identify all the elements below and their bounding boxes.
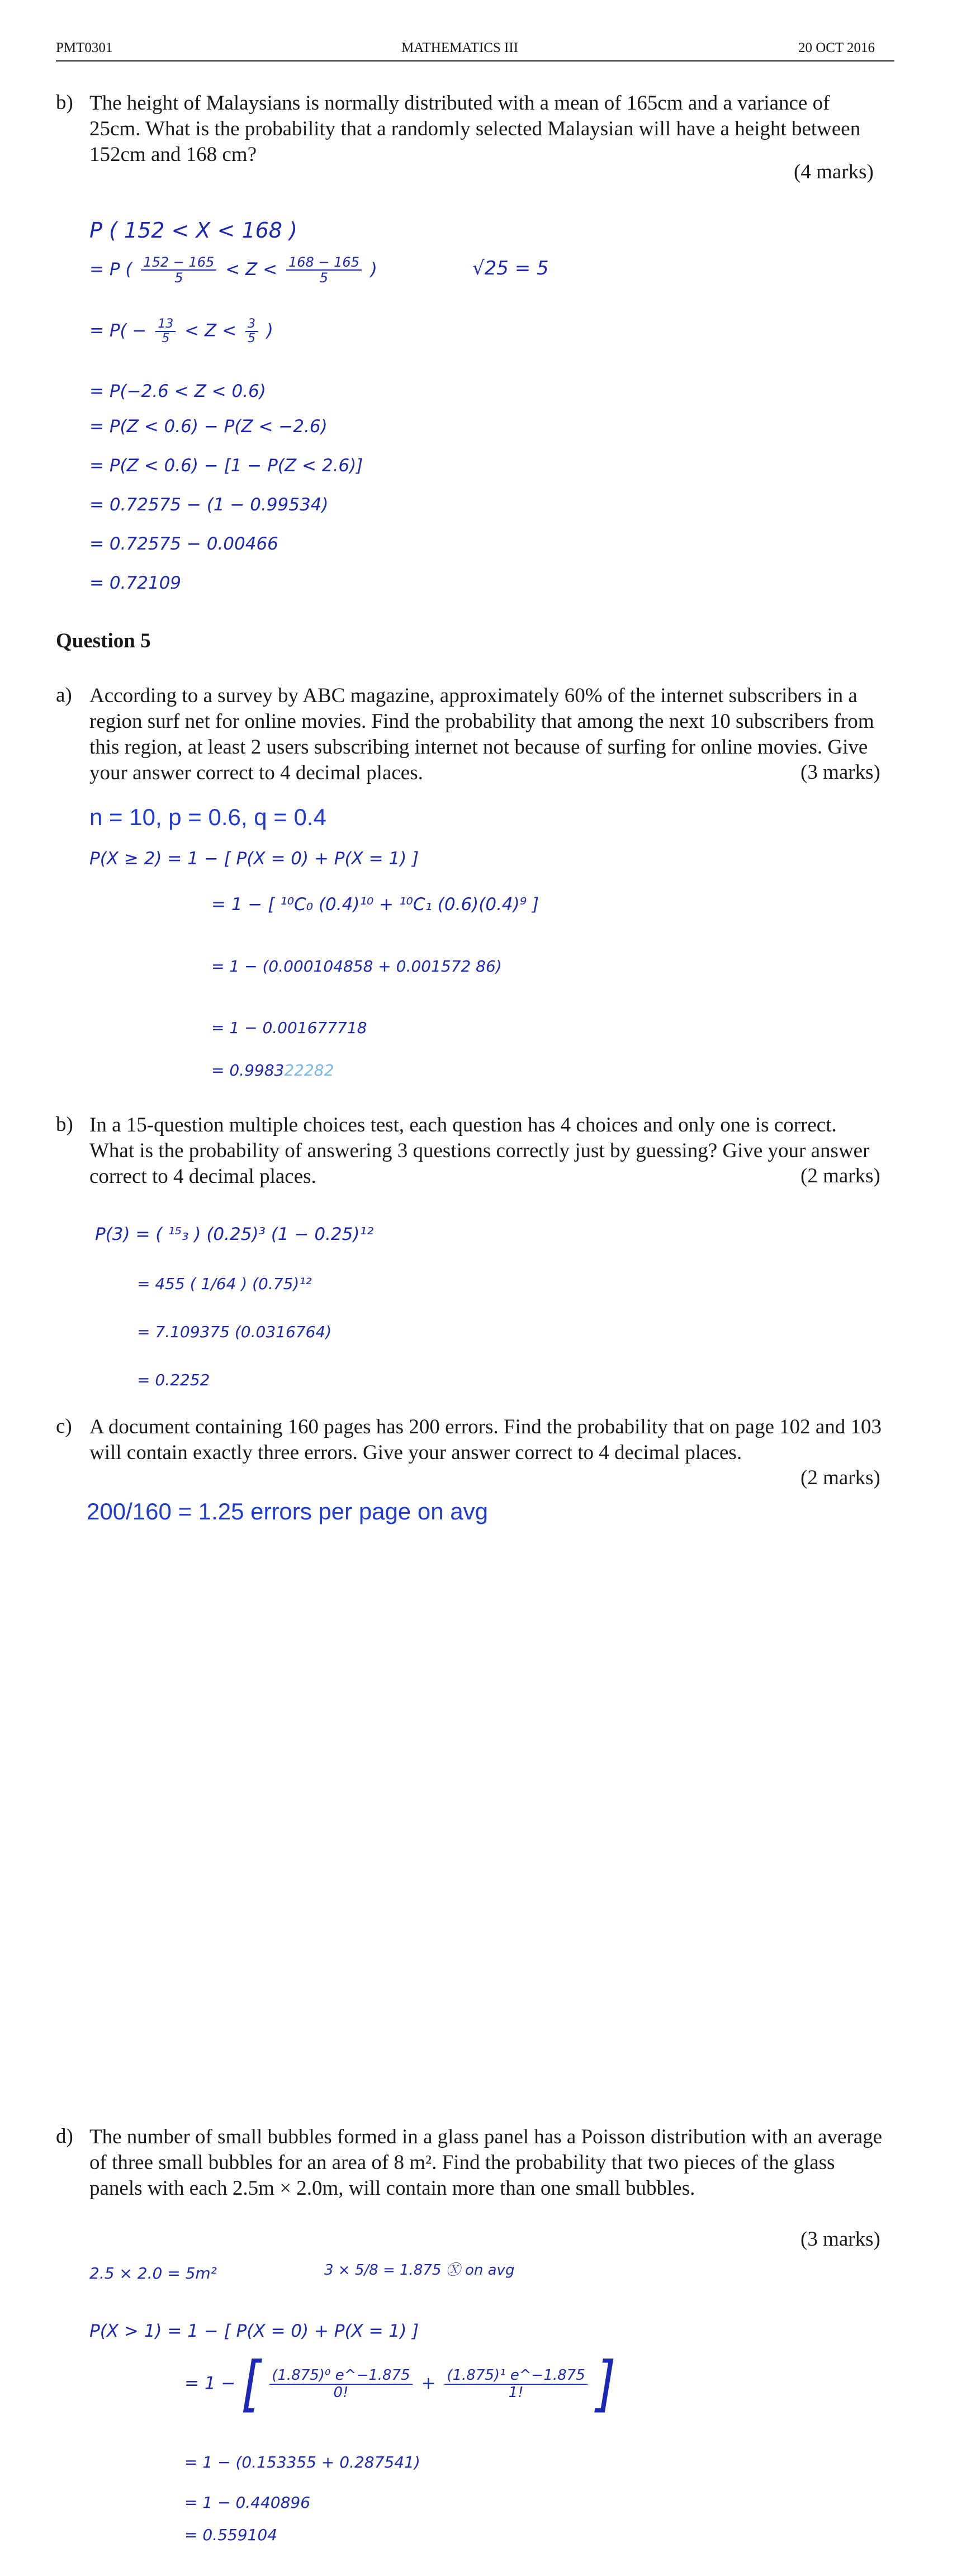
q5b-line-3: = 7.109375 (0.0316764) [137, 1323, 332, 1341]
q5b-question-text: In a 15-question multiple choices test, each question has 4 choices and only one is correct. What is the probability of answering 3 questions correctly just by guessing? Give your answer correct to 4 decimal places. [89, 1114, 870, 1188]
q5b-line-2: = 455 ( 1/64 ) (0.75)¹² [137, 1275, 312, 1293]
q5b-line-1: P(3) = ( ¹⁵₃ ) (0.25)³ (1 − 0.25)¹² [95, 1224, 374, 1244]
q5c-label: c) [56, 1415, 72, 1438]
q5a-line-3: = 1 − (0.000104858 + 0.001572 86) [211, 957, 502, 976]
q4b-line-1: P ( 152 < X < 168 ) [89, 218, 297, 243]
q4b-fraction-line-1: = P ( $\frac{152 - 165}{5}$ < Z < $\frac{168 - 165}{5}$ ) [89, 254, 377, 286]
q5b-marks: (2 marks) [800, 1164, 880, 1187]
q5a-label: a) [56, 684, 72, 707]
q5d-line-1: P(X > 1) = 1 − [ P(X = 0) + P(X = 1) ] [89, 2321, 419, 2341]
q5d-line-3: = 1 − (0.153355 + 0.287541) [184, 2453, 420, 2471]
exam-date: 20 OCT 2016 [798, 40, 875, 55]
q4b-label: b) [56, 91, 73, 114]
q4b-line-complement: = P(Z < 0.6) − [1 − P(Z < 2.6)] [89, 456, 363, 476]
q5c-marks: (2 marks) [800, 1466, 880, 1489]
q5a-line-1: P(X ≥ 2) = 1 − [ P(X = 0) + P(X = 1) ] [89, 849, 419, 869]
q4b-line-z-diff: = P(Z < 0.6) − P(Z < −2.6) [89, 416, 328, 437]
q5d-average: 3 × 5/8 = 1.875 Ⓧ on avg [324, 2262, 515, 2279]
q5d-question-text: The number of small bubbles formed in a glass panel has a Poisson distribution with an average of three small bubbles for an area of 8 m². Find the probability that two pieces of the glass panels with each 2.5m × 2.0m, will contain more than one small bubbles. [89, 2125, 883, 2200]
q5d-label: d) [56, 2125, 73, 2148]
q4b-answer: = 0.72109 [89, 573, 182, 593]
q5a-line-4: = 1 − 0.001677718 [211, 1019, 367, 1037]
q4b-question-text: The height of Malaysians is normally distributed with a mean of 165cm and a variance of 25cm. What is the probability that a randomly selected Malaysian will have a height between 152cm and 168 cm? [89, 92, 861, 166]
q5d-marks: (3 marks) [800, 2228, 880, 2251]
q5a-answer: = 0.998322282 [211, 1061, 334, 1079]
q5a-question-text: According to a survey by ABC magazine, approximately 60% of the internet subscribers in a region surf net for online movies. Find the probability that among the next 10 subscribers from this region, at least 2 users subscribing internet not because of surfing for online movies. Give your answer correct to 4 decimal places. [89, 684, 874, 784]
q4b-marks: (4 marks) [794, 160, 874, 183]
course-code: PMT0301 [56, 40, 113, 55]
header-rule [56, 60, 894, 61]
q4b-fraction-line-2: = P( − $\frac{13}{5}$ < Z < $\frac{3}{5}$ ) [89, 317, 273, 346]
q5b-label: b) [56, 1113, 73, 1136]
q5d-area: 2.5 × 2.0 = 5m² [89, 2264, 217, 2283]
q5a-line-2: = 1 − [ ¹⁰C₀ (0.4)¹⁰ + ¹⁰C₁ (0.6)(0.4)⁹ ] [211, 894, 539, 915]
q4b-line-z-range: = P(−2.6 < Z < 0.6) [89, 381, 266, 401]
question-5-heading: Question 5 [56, 629, 151, 652]
q4b-line-subtract: = 0.72575 − 0.00466 [89, 534, 278, 554]
subject-title: MATHEMATICS III [401, 40, 519, 55]
q5b-answer: = 0.2252 [137, 1371, 210, 1389]
q5a-parameters: n = 10, p = 0.6, q = 0.4 [89, 804, 326, 830]
q5d-poisson-expression: = 1 − [ $\frac{\text{(1.875)⁰ e\textasciicircum{}−1.875}}{0!}$ + $\frac{\text{(1.875)¹ e\textasciicircum{}−1.875}}{1!}$ ] [184, 2348, 616, 2419]
q5c-typed-answer: 200/160 = 1.25 errors per page on avg [87, 1498, 489, 1524]
q5c-question-text: A document containing 160 pages has 200 errors. Find the probability that on page 102 and 103 will contain exactly three errors. Give your answer correct to 4 decimal places. [89, 1415, 882, 1464]
q4b-sqrt-note: √25 = 5 [472, 257, 549, 280]
q4b-line-values: = 0.72575 − (1 − 0.99534) [89, 495, 329, 515]
q5a-marks: (3 marks) [800, 761, 880, 784]
q5d-answer: = 0.559104 [184, 2526, 277, 2544]
q5d-line-4: = 1 − 0.440896 [184, 2493, 311, 2512]
